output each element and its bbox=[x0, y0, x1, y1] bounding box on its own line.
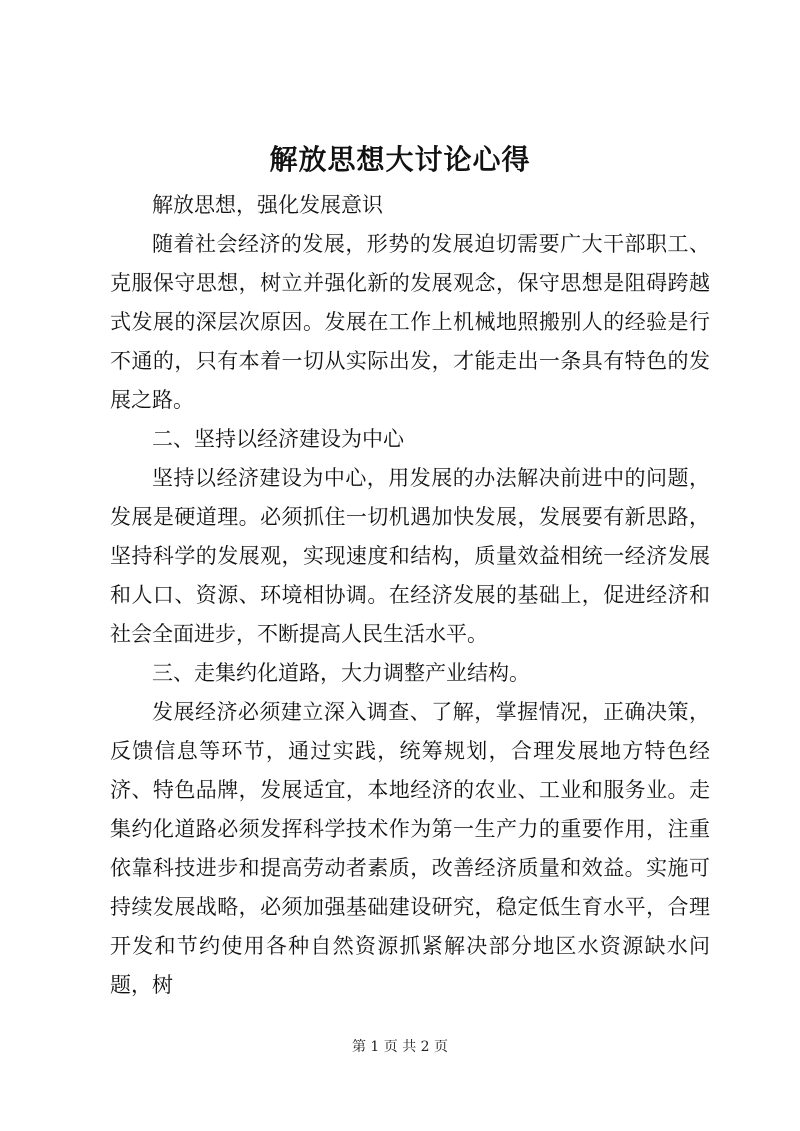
section-heading-2: 二、坚持以经济建设为中心 bbox=[152, 427, 404, 451]
paragraph-1: 随着社会经济的发展，形势的发展迫切需要广大干部职工、克服保守思想，树立并强化新的发展观念，保守思想是阻碍跨越式发展的深层次原因。发展在工作上机械地照搬别人的经验是行不通的，只有本着一切从实际出发，才能走出一条具有特色的发展之路。 bbox=[110, 232, 710, 412]
section-heading-3: 三、走集约化道路，大力调整产业结构。 bbox=[152, 661, 530, 685]
document-title: 解放思想大讨论心得 bbox=[269, 143, 531, 176]
page-footer: 第 1 页 共 2 页 bbox=[351, 1039, 449, 1055]
paragraph-2: 坚持以经济建设为中心，用发展的办法解决前进中的问题，发展是硬道理。必须抓住一切机遇加快发展，发展要有新思路，坚持科学的发展观，实现速度和结构，质量效益相统一经济发展和人口、资源、环境相协调。在经济发展的基础上，促进经济和社会全面进步，不断提高人民生活水平。 bbox=[110, 466, 710, 646]
section-heading-1: 解放思想，强化发展意识 bbox=[152, 193, 383, 217]
document-body bbox=[110, 186, 710, 1005]
paragraph-3: 发展经济必须建立深入调查、了解，掌握情况，正确决策，反馈信息等环节，通过实践，统筹规划，合理发展地方特色经济、特色品牌，发展适宜，本地经济的农业、工业和服务业。走集约化道路必须发挥科学技术作为第一生产力的重要作用，注重依靠科技进步和提高劳动者素质，改善经济质量和效益。实施可持续发展战略，必须加强基础建设研究，稳定低生育水平，合理开发和节约使用各种自然资源抓紧解决部分地区水资源缺水问题，树 bbox=[110, 700, 710, 997]
